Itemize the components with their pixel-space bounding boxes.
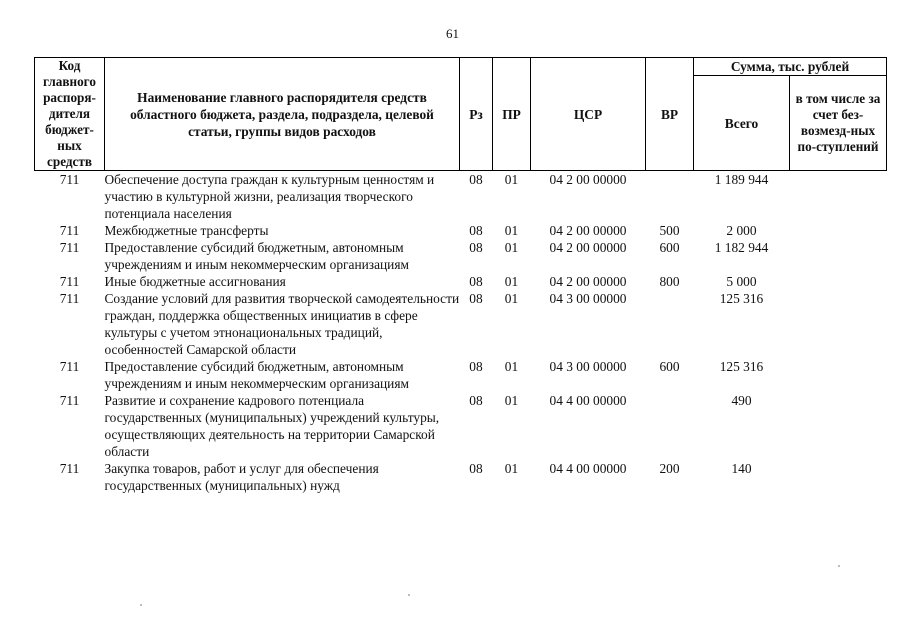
cell-pr: 01	[504, 291, 519, 306]
cell-total: 2 000	[726, 223, 757, 238]
cell-code: 711	[59, 172, 80, 187]
cell-rz: 08	[469, 291, 483, 306]
cell-csr: 04 3 00 00000	[549, 291, 627, 306]
header-sum-group: Сумма, тыс. рублей	[694, 58, 887, 76]
cell-code: 711	[59, 359, 80, 374]
header-csr: ЦСР	[531, 58, 646, 171]
table-body	[35, 171, 887, 495]
cell-code: 711	[59, 393, 80, 408]
cell-csr: 04 2 00 00000	[549, 172, 627, 187]
cell-name: Межбюджетные трансферты	[104, 223, 269, 238]
cell-csr: 04 2 00 00000	[549, 223, 627, 238]
cell-rz: 08	[469, 461, 483, 476]
cell-name: Развитие и сохранение кадрового потенциала государственных (муниципальных) учреждений культуры, осуществляющих деятельность на территории Самарской области	[104, 393, 440, 459]
budget-table	[34, 57, 887, 494]
cell-total: 1 182 944	[714, 240, 769, 255]
table-row	[35, 392, 887, 460]
cell-total: 140	[731, 461, 752, 476]
cell-rz: 08	[469, 359, 483, 374]
header-total: Всего	[694, 76, 790, 171]
cell-code: 711	[59, 291, 80, 306]
scan-dot	[408, 594, 410, 596]
cell-rz: 08	[469, 172, 483, 187]
cell-vr: 600	[659, 240, 680, 255]
cell-total: 125 316	[719, 359, 764, 374]
cell-csr: 04 2 00 00000	[549, 274, 627, 289]
scan-dot	[140, 604, 142, 606]
cell-total: 125 316	[719, 291, 764, 306]
cell-pr: 01	[504, 274, 519, 289]
table-row	[35, 171, 887, 223]
header-rz: Рз	[460, 58, 493, 171]
cell-vr	[646, 171, 694, 223]
cell-name: Обеспечение доступа граждан к культурным ценностям и участию в культурной жизни, реализация творческого потенциала населения	[104, 172, 435, 221]
cell-code: 711	[59, 274, 80, 289]
table-row	[35, 460, 887, 494]
cell-incl	[790, 171, 887, 223]
cell-pr: 01	[504, 461, 519, 476]
cell-csr: 04 4 00 00000	[549, 393, 627, 408]
cell-total: 1 189 944	[714, 172, 769, 187]
table-row	[35, 239, 887, 273]
cell-code: 711	[59, 461, 80, 476]
cell-vr: 600	[659, 359, 680, 374]
cell-pr: 01	[504, 240, 519, 255]
cell-incl	[790, 290, 887, 358]
cell-pr: 01	[504, 359, 519, 374]
cell-code: 711	[59, 240, 80, 255]
cell-name: Предоставление субсидий бюджетным, автономным учреждениям и иным некоммерческим организациям	[104, 240, 409, 272]
cell-vr	[646, 290, 694, 358]
cell-total: 5 000	[726, 274, 757, 289]
cell-pr: 01	[504, 223, 519, 238]
cell-incl	[790, 392, 887, 460]
cell-name: Иные бюджетные ассигнования	[104, 274, 286, 289]
cell-csr: 04 2 00 00000	[549, 240, 627, 255]
table-row	[35, 273, 887, 290]
cell-pr: 01	[504, 172, 519, 187]
cell-name: Закупка товаров, работ и услуг для обеспечения государственных (муниципальных) нужд	[104, 461, 379, 493]
cell-vr: 200	[659, 461, 680, 476]
cell-pr: 01	[504, 393, 519, 408]
header-name: Наименование главного распорядителя средств областного бюджета, раздела, подраздела, целевой статьи, группы видов расходов	[105, 58, 460, 171]
cell-name: Создание условий для развития творческой самодеятельности граждан, поддержка общественных инициатив в сфере культуры с учетом этнонациональных традиций, особенностей Самарской области	[104, 291, 460, 357]
scan-dot	[838, 565, 840, 567]
cell-incl	[790, 358, 887, 392]
page-number: 61	[446, 26, 459, 41]
cell-rz: 08	[469, 240, 483, 255]
cell-code: 711	[59, 223, 80, 238]
cell-total: 490	[731, 393, 752, 408]
table-row	[35, 222, 887, 239]
cell-vr: 500	[659, 223, 680, 238]
table-row	[35, 290, 887, 358]
header-code: Код главного распоря-дителя бюджет-ных средств	[35, 58, 105, 171]
cell-incl	[790, 222, 887, 239]
cell-incl	[790, 273, 887, 290]
cell-rz: 08	[469, 223, 483, 238]
cell-incl	[790, 239, 887, 273]
table-row	[35, 358, 887, 392]
cell-name: Предоставление субсидий бюджетным, автономным учреждениям и иным некоммерческим организациям	[104, 359, 409, 391]
cell-csr: 04 3 00 00000	[549, 359, 627, 374]
cell-vr: 800	[659, 274, 680, 289]
header-incl: в том числе за счет без-возмезд-ных по-ступлений	[790, 76, 887, 171]
table-header	[35, 58, 887, 171]
cell-incl	[790, 460, 887, 494]
cell-rz: 08	[469, 393, 483, 408]
header-pr: ПР	[493, 58, 531, 171]
cell-vr	[646, 392, 694, 460]
cell-csr: 04 4 00 00000	[549, 461, 627, 476]
cell-rz: 08	[469, 274, 483, 289]
header-vr: ВР	[646, 58, 694, 171]
